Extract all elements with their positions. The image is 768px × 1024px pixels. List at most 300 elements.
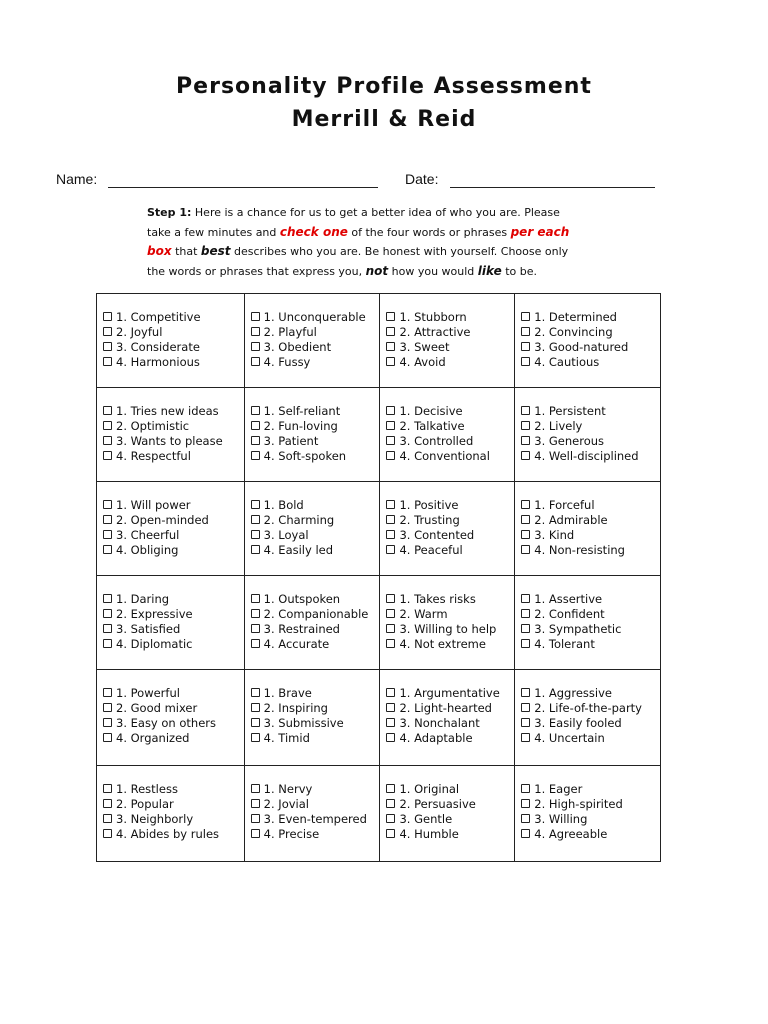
option-label: 3. Loyal (263, 527, 309, 542)
emphasis-box: box (147, 244, 172, 258)
option-label: 4. Cautious (534, 354, 600, 369)
option-label: 3. Gentle (399, 811, 453, 826)
grid-cell (515, 482, 661, 576)
option-label: 3. Even-tempered (263, 811, 367, 826)
checkbox[interactable] (103, 406, 112, 415)
checkbox[interactable] (251, 436, 260, 445)
checkbox[interactable] (103, 829, 112, 838)
option-item[interactable] (521, 700, 660, 715)
checkbox[interactable] (521, 406, 530, 415)
checkbox[interactable] (103, 639, 112, 648)
option-item[interactable] (386, 591, 514, 606)
option-item[interactable] (386, 403, 514, 418)
option-label: 4. Timid (263, 730, 310, 745)
option-item[interactable] (251, 685, 380, 700)
option-item[interactable] (251, 826, 380, 841)
checkbox[interactable] (521, 312, 530, 321)
option-label: 2. Confident (534, 606, 605, 621)
option-item[interactable] (521, 433, 660, 448)
option-label: 1. Eager (534, 781, 583, 796)
option-label: 2. Expressive (116, 606, 193, 621)
option-item[interactable] (103, 339, 244, 354)
option-label: 2. Popular (116, 796, 174, 811)
checkbox[interactable] (521, 718, 530, 727)
checkbox[interactable] (386, 609, 395, 618)
option-item[interactable] (386, 339, 514, 354)
option-label: 3. Good-natured (534, 339, 629, 354)
option-item[interactable] (521, 715, 660, 730)
checkbox[interactable] (386, 327, 395, 336)
option-item[interactable] (251, 591, 380, 606)
checkbox[interactable] (103, 733, 112, 742)
checkbox[interactable] (103, 814, 112, 823)
option-item[interactable] (103, 606, 244, 621)
option-item[interactable] (521, 685, 660, 700)
checkbox[interactable] (386, 639, 395, 648)
checkbox[interactable] (251, 718, 260, 727)
grid-cell (380, 670, 515, 766)
option-item[interactable] (521, 324, 660, 339)
checkbox[interactable] (521, 342, 530, 351)
option-label: 4. Uncertain (534, 730, 605, 745)
checkbox[interactable] (251, 688, 260, 697)
option-item[interactable] (251, 339, 380, 354)
option-item[interactable] (251, 324, 380, 339)
checkbox[interactable] (103, 703, 112, 712)
option-item[interactable] (251, 700, 380, 715)
option-item[interactable] (386, 606, 514, 621)
option-label: 2. Charming (263, 512, 335, 527)
option-item[interactable] (521, 448, 660, 463)
checkbox[interactable] (386, 799, 395, 808)
checkbox[interactable] (251, 451, 260, 460)
step-text: describes who you are. Be honest with yourself. Choose only the words or phrases that express you, (147, 245, 569, 278)
checkbox[interactable] (251, 515, 260, 524)
option-label: 1. Argumentative (399, 685, 500, 700)
checkbox[interactable] (521, 436, 530, 445)
option-item[interactable] (251, 796, 380, 811)
option-label: 3. Kind (534, 527, 575, 542)
checkbox[interactable] (103, 799, 112, 808)
option-item[interactable] (521, 811, 660, 826)
option-item[interactable] (521, 606, 660, 621)
option-label: 1. Takes risks (399, 591, 476, 606)
option-item[interactable] (386, 715, 514, 730)
option-item[interactable] (251, 621, 380, 636)
checkbox[interactable] (521, 688, 530, 697)
date-field[interactable] (450, 187, 655, 188)
option-label: 2. Admirable (534, 512, 608, 527)
option-item[interactable] (251, 636, 380, 651)
checkbox[interactable] (251, 357, 260, 366)
step-label: Step 1: (147, 206, 192, 219)
option-label: 3. Willing (534, 811, 588, 826)
option-item[interactable] (251, 433, 380, 448)
option-label: 2. Good mixer (116, 700, 198, 715)
option-item[interactable] (386, 636, 514, 651)
option-item[interactable] (103, 448, 244, 463)
checkbox[interactable] (386, 515, 395, 524)
option-item[interactable] (251, 497, 380, 512)
checkbox[interactable] (386, 312, 395, 321)
option-item[interactable] (521, 730, 660, 745)
checkbox[interactable] (521, 799, 530, 808)
option-item[interactable] (521, 512, 660, 527)
checkbox[interactable] (251, 799, 260, 808)
grid-row (97, 766, 661, 862)
option-item[interactable] (521, 497, 660, 512)
option-label: 1. Determined (534, 309, 617, 324)
checkbox[interactable] (521, 421, 530, 430)
option-item[interactable] (386, 700, 514, 715)
option-label: 3. Controlled (399, 433, 474, 448)
option-item[interactable] (251, 418, 380, 433)
checkbox[interactable] (521, 733, 530, 742)
option-label: 4. Abides by rules (116, 826, 220, 841)
option-label: 2. Persuasive (399, 796, 476, 811)
checkbox[interactable] (251, 609, 260, 618)
checkbox[interactable] (521, 703, 530, 712)
option-label: 2. Joyful (116, 324, 163, 339)
option-label: 2. Fun-loving (263, 418, 338, 433)
date-label: Date: (405, 171, 439, 187)
checkbox[interactable] (386, 406, 395, 415)
option-label: 3. Easy on others (116, 715, 217, 730)
option-item[interactable] (521, 354, 660, 369)
option-item[interactable] (251, 403, 380, 418)
option-label: 2. Companionable (263, 606, 369, 621)
checkbox[interactable] (386, 530, 395, 539)
step-text: to be. (501, 264, 538, 278)
checkbox[interactable] (103, 530, 112, 539)
checkbox[interactable] (103, 327, 112, 336)
option-item[interactable] (521, 826, 660, 841)
grid-row (97, 670, 661, 766)
checkbox[interactable] (386, 784, 395, 793)
checkbox[interactable] (251, 814, 260, 823)
checkbox[interactable] (251, 421, 260, 430)
option-item[interactable] (386, 781, 514, 796)
option-item[interactable] (103, 781, 244, 796)
option-item[interactable] (103, 796, 244, 811)
option-item[interactable] (386, 354, 514, 369)
checkbox[interactable] (251, 703, 260, 712)
checkbox[interactable] (521, 327, 530, 336)
option-item[interactable] (103, 527, 244, 542)
option-item[interactable] (386, 826, 514, 841)
option-item[interactable] (103, 811, 244, 826)
checkbox[interactable] (251, 624, 260, 633)
grid-cell (380, 482, 515, 576)
checkbox[interactable] (251, 639, 260, 648)
option-item[interactable] (103, 324, 244, 339)
checkbox[interactable] (521, 594, 530, 603)
option-item[interactable] (386, 448, 514, 463)
option-label: 1. Bold (263, 497, 304, 512)
option-label: 3. Cheerful (116, 527, 180, 542)
option-label: 2. Trusting (399, 512, 460, 527)
checkbox[interactable] (103, 421, 112, 430)
option-item[interactable] (386, 497, 514, 512)
option-label: 1. Daring (116, 591, 170, 606)
option-label: 2. Optimistic (116, 418, 190, 433)
checkbox[interactable] (521, 814, 530, 823)
grid-cell (380, 388, 515, 482)
option-label: 1. Assertive (534, 591, 603, 606)
option-item[interactable] (251, 606, 380, 621)
option-label: 1. Aggressive (534, 685, 612, 700)
checkbox[interactable] (386, 357, 395, 366)
checkbox[interactable] (521, 530, 530, 539)
option-item[interactable] (386, 512, 514, 527)
option-label: 4. Well-disciplined (534, 448, 639, 463)
grid-row (97, 388, 661, 482)
emphasis-like: like (477, 263, 502, 278)
checkbox[interactable] (521, 515, 530, 524)
checkbox[interactable] (521, 829, 530, 838)
option-label: 2. Inspiring (263, 700, 328, 715)
checkbox[interactable] (251, 733, 260, 742)
checkbox[interactable] (386, 688, 395, 697)
checkbox[interactable] (251, 342, 260, 351)
checkbox[interactable] (103, 312, 112, 321)
checkbox[interactable] (386, 733, 395, 742)
checkbox[interactable] (386, 545, 395, 554)
checkbox[interactable] (251, 312, 260, 321)
checkbox[interactable] (103, 342, 112, 351)
option-item[interactable] (103, 826, 244, 841)
option-item[interactable] (386, 542, 514, 557)
grid-cell (244, 670, 380, 766)
option-item[interactable] (251, 542, 380, 557)
option-item[interactable] (521, 527, 660, 542)
option-item[interactable] (103, 542, 244, 557)
option-item[interactable] (251, 354, 380, 369)
option-item[interactable] (386, 811, 514, 826)
checkbox[interactable] (103, 688, 112, 697)
option-item[interactable] (386, 527, 514, 542)
option-item[interactable] (251, 715, 380, 730)
checkbox[interactable] (386, 451, 395, 460)
option-item[interactable] (386, 730, 514, 745)
checkbox[interactable] (521, 609, 530, 618)
option-item[interactable] (103, 730, 244, 745)
checkbox[interactable] (386, 594, 395, 603)
step-text: Here is a chance for us to get a better idea of who you are. Please take a few minutes and (147, 206, 560, 239)
checkbox[interactable] (386, 718, 395, 727)
checkbox[interactable] (103, 784, 112, 793)
checkbox[interactable] (386, 703, 395, 712)
option-item[interactable] (386, 621, 514, 636)
option-item[interactable] (103, 621, 244, 636)
checkbox[interactable] (103, 609, 112, 618)
step-text: of the four words or phrases (347, 225, 511, 239)
checkbox[interactable] (251, 500, 260, 509)
option-label: 4. Avoid (399, 354, 446, 369)
option-item[interactable] (386, 433, 514, 448)
checkbox[interactable] (521, 784, 530, 793)
grid-cell (97, 766, 245, 862)
emphasis-per-each: per each (510, 224, 570, 239)
grid-cell (380, 294, 515, 388)
option-item[interactable] (103, 512, 244, 527)
grid-cell (380, 576, 515, 670)
option-label: 3. Wants to please (116, 433, 223, 448)
option-label: 2. Lively (534, 418, 583, 433)
grid-cell (97, 670, 245, 766)
option-item[interactable] (521, 621, 660, 636)
grid-row (97, 576, 661, 670)
option-item[interactable] (386, 324, 514, 339)
checkbox[interactable] (521, 357, 530, 366)
checkbox[interactable] (103, 500, 112, 509)
step-text: how you would (388, 264, 478, 278)
option-label: 1. Persistent (534, 403, 606, 418)
checkbox[interactable] (103, 545, 112, 554)
checkbox[interactable] (251, 594, 260, 603)
option-item[interactable] (103, 700, 244, 715)
checkbox[interactable] (521, 624, 530, 633)
option-item[interactable] (521, 403, 660, 418)
checkbox[interactable] (103, 357, 112, 366)
page-title: Personality Profile Assessment (176, 74, 592, 99)
option-item[interactable] (251, 781, 380, 796)
option-label: 3. Nonchalant (399, 715, 480, 730)
option-label: 3. Submissive (263, 715, 344, 730)
option-item[interactable] (251, 527, 380, 542)
option-item[interactable] (103, 497, 244, 512)
checkbox[interactable] (251, 784, 260, 793)
option-label: 1. Nervy (263, 781, 313, 796)
option-item[interactable] (103, 636, 244, 651)
grid-row (97, 294, 661, 388)
checkbox[interactable] (386, 342, 395, 351)
option-item[interactable] (521, 339, 660, 354)
option-label: 3. Generous (534, 433, 605, 448)
option-item[interactable] (103, 591, 244, 606)
checkbox[interactable] (521, 451, 530, 460)
option-item[interactable] (521, 309, 660, 324)
option-label: 1. Forceful (534, 497, 595, 512)
option-label: 4. Fussy (263, 354, 311, 369)
option-label: 4. Easily led (263, 542, 334, 557)
checkbox[interactable] (521, 500, 530, 509)
option-item[interactable] (386, 796, 514, 811)
checkbox[interactable] (386, 624, 395, 633)
option-item[interactable] (521, 796, 660, 811)
checkbox[interactable] (386, 436, 395, 445)
option-label: 1. Will power (116, 497, 191, 512)
checkbox[interactable] (251, 530, 260, 539)
option-label: 1. Decisive (399, 403, 463, 418)
option-item[interactable] (251, 309, 380, 324)
name-field[interactable] (108, 187, 378, 188)
option-label: 1. Tries new ideas (116, 403, 219, 418)
grid-cell (244, 576, 380, 670)
grid-cell (515, 388, 661, 482)
option-label: 4. Diplomatic (116, 636, 193, 651)
checkbox[interactable] (386, 421, 395, 430)
option-item[interactable] (521, 418, 660, 433)
checkbox[interactable] (103, 436, 112, 445)
option-item[interactable] (103, 418, 244, 433)
option-item[interactable] (251, 512, 380, 527)
option-label: 4. Tolerant (534, 636, 595, 651)
name-label: Name: (56, 171, 98, 187)
grid-cell (244, 388, 380, 482)
grid-cell (97, 388, 245, 482)
option-item[interactable] (103, 685, 244, 700)
option-label: 1. Self-reliant (263, 403, 341, 418)
assessment-grid (96, 293, 661, 862)
option-label: 3. Patient (263, 433, 319, 448)
checkbox[interactable] (103, 624, 112, 633)
checkbox[interactable] (521, 545, 530, 554)
option-item[interactable] (251, 811, 380, 826)
option-label: 4. Organized (116, 730, 190, 745)
option-label: 3. Sweet (399, 339, 450, 354)
option-item[interactable] (386, 418, 514, 433)
option-label: 2. Talkative (399, 418, 465, 433)
option-item[interactable] (521, 591, 660, 606)
option-label: 4. Accurate (263, 636, 330, 651)
option-label: 1. Stubborn (399, 309, 467, 324)
checkbox[interactable] (103, 718, 112, 727)
checkbox[interactable] (251, 545, 260, 554)
emphasis-check-one: check one (279, 224, 348, 239)
option-label: 2. High-spirited (534, 796, 623, 811)
grid-cell (515, 670, 661, 766)
option-item[interactable] (521, 636, 660, 651)
option-item[interactable] (103, 354, 244, 369)
option-label: 2. Open-minded (116, 512, 209, 527)
option-label: 2. Jovial (263, 796, 309, 811)
option-label: 2. Light-hearted (399, 700, 492, 715)
option-item[interactable] (521, 542, 660, 557)
checkbox[interactable] (103, 594, 112, 603)
option-item[interactable] (103, 715, 244, 730)
option-item[interactable] (103, 309, 244, 324)
option-label: 1. Brave (263, 685, 312, 700)
option-item[interactable] (251, 448, 380, 463)
checkbox[interactable] (386, 500, 395, 509)
option-label: 4. Humble (399, 826, 459, 841)
checkbox[interactable] (386, 829, 395, 838)
checkbox[interactable] (251, 829, 260, 838)
checkbox[interactable] (251, 327, 260, 336)
option-item[interactable] (386, 685, 514, 700)
option-label: 4. Adaptable (399, 730, 473, 745)
option-label: 1. Competitive (116, 309, 201, 324)
step-text: that (171, 245, 201, 258)
grid-cell (97, 576, 245, 670)
option-item[interactable] (103, 433, 244, 448)
option-label: 4. Soft-spoken (263, 448, 347, 463)
option-item[interactable] (521, 781, 660, 796)
option-label: 4. Non-resisting (534, 542, 625, 557)
checkbox[interactable] (521, 639, 530, 648)
checkbox[interactable] (251, 406, 260, 415)
option-label: 3. Willing to help (399, 621, 497, 636)
checkbox[interactable] (103, 451, 112, 460)
option-item[interactable] (251, 730, 380, 745)
option-label: 4. Not extreme (399, 636, 486, 651)
checkbox[interactable] (103, 515, 112, 524)
emphasis-best: best (200, 244, 231, 258)
option-item[interactable] (386, 309, 514, 324)
option-item[interactable] (103, 403, 244, 418)
checkbox[interactable] (386, 814, 395, 823)
